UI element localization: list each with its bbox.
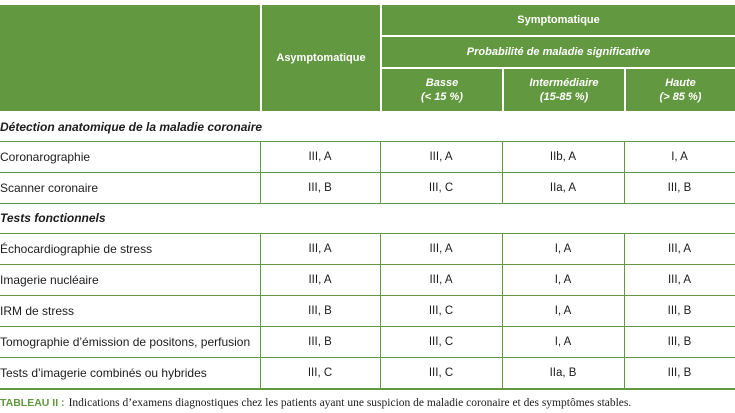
mid-title: Intermédiaire	[529, 77, 599, 89]
value-cell: III, B	[667, 305, 692, 317]
value-cell: IIb, A	[549, 151, 577, 163]
column-divider	[260, 233, 261, 390]
row-label: Tomographie d’émission de positons, perfusion	[0, 335, 251, 349]
value-cell: III, B	[667, 367, 692, 379]
high-range: (> 85 %)	[659, 91, 702, 103]
value-cell: IIa, A	[549, 182, 577, 194]
col-header-intermediate	[504, 69, 624, 111]
value-cell: III, C	[307, 367, 333, 379]
value-cell: III, B	[308, 182, 332, 194]
caption-label: TABLEAU II :	[0, 397, 65, 409]
value-cell: I, A	[554, 243, 572, 255]
column-divider	[502, 233, 503, 390]
value-cell: III, B	[667, 182, 692, 194]
col-header-high	[626, 69, 735, 111]
col-header-low	[382, 69, 502, 111]
section-title: Tests fonctionnels	[0, 211, 106, 225]
row-label: Imagerie nucléaire	[0, 273, 99, 287]
value-cell: III, B	[308, 336, 332, 348]
low-title: Basse	[425, 77, 459, 89]
value-cell: III, A	[667, 274, 691, 286]
caption-text: Indications d’examens diagnostiques chez les patients ayant une suspicion de maladie coronaire et des symptômes stables.	[68, 397, 632, 409]
header-divider	[380, 67, 735, 69]
value-cell: I, A	[671, 151, 688, 163]
column-divider	[624, 233, 625, 390]
column-divider	[380, 233, 381, 390]
header-divider	[502, 67, 504, 111]
value-cell: III, C	[428, 305, 454, 317]
value-cell: III, C	[428, 367, 454, 379]
value-cell: I, A	[554, 305, 572, 317]
value-cell: I, A	[554, 336, 572, 348]
value-cell: IIa, B	[549, 367, 577, 379]
col-header-asymptomatic: Asymptomatique	[276, 52, 366, 64]
value-cell: III, C	[428, 336, 454, 348]
table-caption	[0, 393, 735, 413]
high-title: Haute	[665, 77, 696, 89]
value-cell: III, A	[429, 151, 453, 163]
column-divider	[380, 141, 381, 204]
section-title: Détection anatomique de la maladie coronaire	[0, 120, 263, 134]
column-divider	[624, 141, 625, 204]
row-label: Coronarographie	[0, 150, 91, 164]
column-divider	[260, 141, 261, 204]
column-divider	[502, 141, 503, 204]
value-cell: III, A	[308, 243, 332, 255]
low-range: (< 15 %)	[421, 91, 463, 103]
value-cell: III, A	[308, 151, 332, 163]
value-cell: III, C	[428, 182, 454, 194]
value-cell: III, B	[308, 305, 332, 317]
value-cell: III, B	[667, 336, 692, 348]
subheader-probability: Probabilité de maladie significative	[466, 46, 651, 58]
value-cell: III, A	[429, 243, 453, 255]
header-divider	[260, 5, 262, 111]
row-label: Tests d’imagerie combinés ou hybrides	[0, 366, 207, 380]
value-cell: III, A	[429, 274, 453, 286]
table-header	[0, 5, 735, 111]
value-cell: III, A	[308, 274, 332, 286]
header-divider	[380, 35, 735, 37]
col-header-symptomatic: Symptomatique	[517, 14, 600, 26]
row-label: Scanner coronaire	[0, 181, 99, 195]
header-divider	[380, 5, 382, 111]
header-divider	[624, 67, 626, 111]
row-label: IRM de stress	[0, 304, 75, 318]
value-cell: III, A	[667, 243, 691, 255]
mid-range: (15-85 %)	[539, 91, 589, 103]
row-label: Échocardiographie de stress	[0, 242, 153, 256]
value-cell: I, A	[554, 274, 572, 286]
